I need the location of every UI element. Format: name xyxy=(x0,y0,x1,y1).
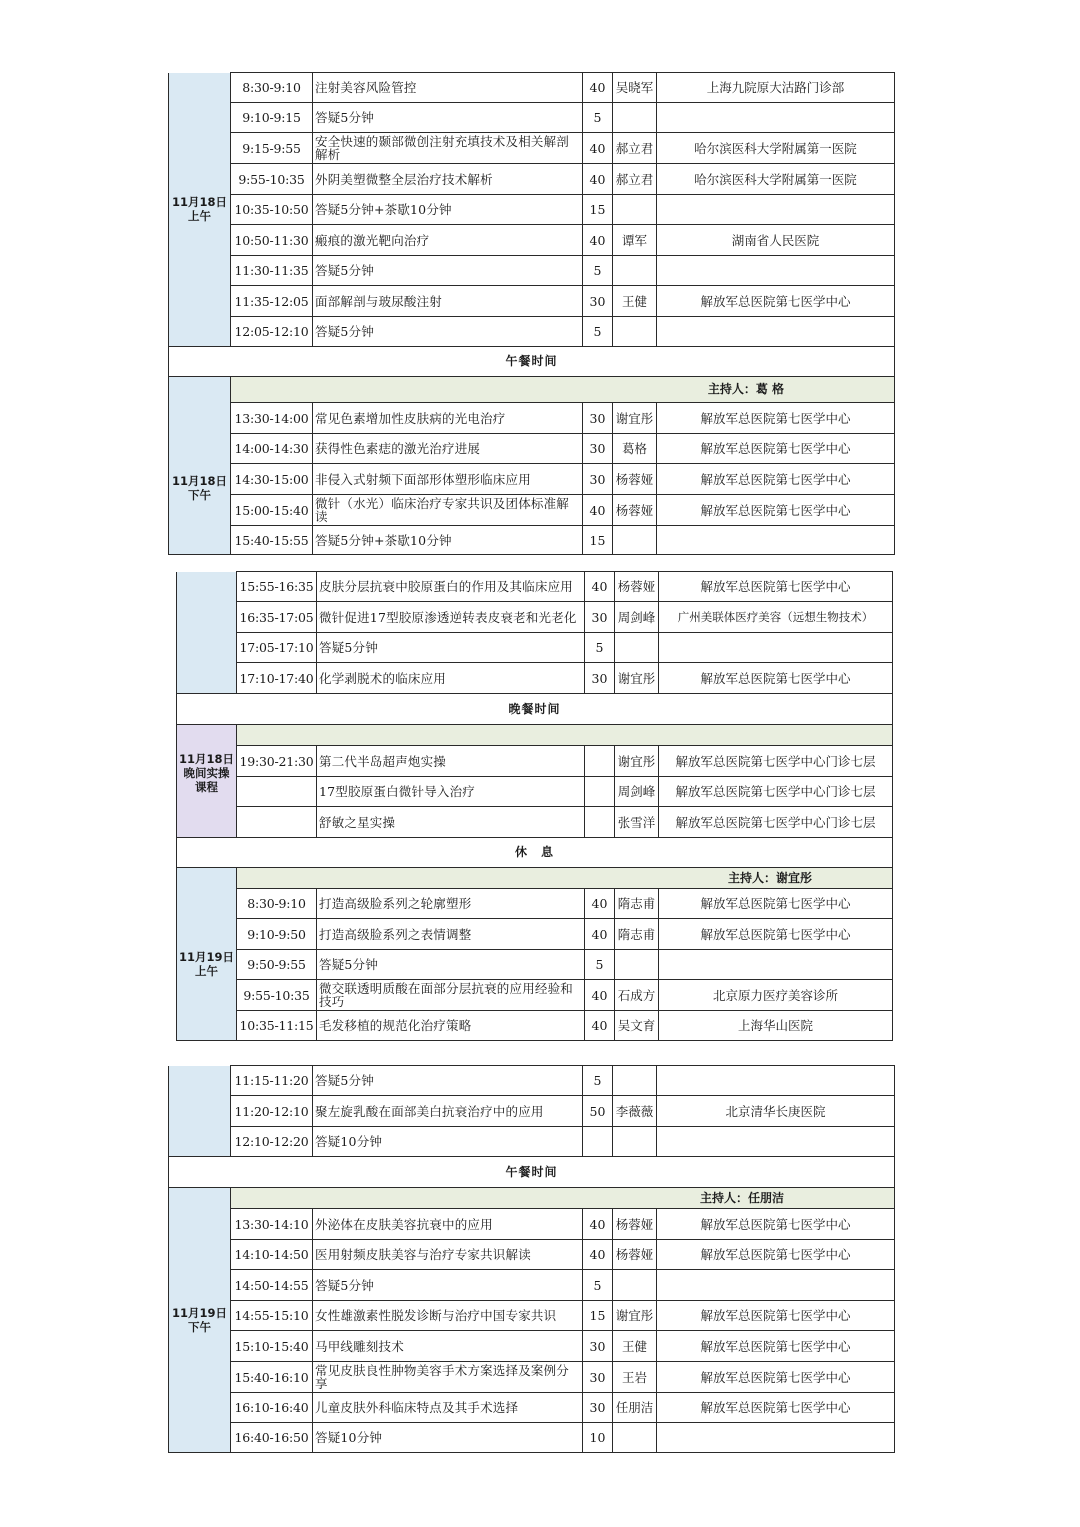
table-row xyxy=(169,1423,895,1453)
speaker-cell: 杨蓉娅 xyxy=(613,464,657,495)
host-label: 主持人：任朋洁 xyxy=(231,1188,895,1209)
topic-cell: 答疑5分钟 xyxy=(313,103,583,133)
topic-cell: 答疑5分钟 xyxy=(317,950,585,980)
speaker-cell: 谢宜彤 xyxy=(615,663,659,694)
table-row xyxy=(169,164,895,195)
org-cell: 解放军总医院第七医学中心 xyxy=(659,889,893,919)
topic-cell: 获得性色素痣的激光治疗进展 xyxy=(313,434,583,464)
duration-cell: 5 xyxy=(583,317,613,347)
time-cell: 12:05-12:10 xyxy=(231,317,313,347)
table-row xyxy=(169,1362,895,1393)
duration-cell: 15 xyxy=(583,526,613,555)
org-cell: 上海九院原大沽路门诊部 xyxy=(657,73,895,103)
host-row xyxy=(169,377,895,403)
table-row xyxy=(177,889,893,919)
speaker-cell xyxy=(615,633,659,663)
day-label-continued xyxy=(169,1066,231,1157)
speaker-cell: 吴晓军 xyxy=(613,73,657,103)
table-row xyxy=(177,663,893,694)
duration-cell xyxy=(583,1127,613,1157)
speaker-cell: 杨蓉娅 xyxy=(613,1240,657,1270)
break-row xyxy=(169,347,895,377)
duration-cell: 30 xyxy=(583,1331,613,1362)
time-cell: 11:15-11:20 xyxy=(231,1066,313,1096)
duration-cell: 40 xyxy=(585,919,615,950)
duration-cell: 50 xyxy=(583,1096,613,1127)
time-cell: 11:20-12:10 xyxy=(231,1096,313,1127)
time-cell xyxy=(237,807,317,838)
duration-cell: 5 xyxy=(585,950,615,980)
speaker-cell xyxy=(613,103,657,133)
speaker-cell: 谢宜彤 xyxy=(615,746,659,777)
org-cell xyxy=(657,103,895,133)
table-row xyxy=(169,133,895,164)
time-cell: 11:35-12:05 xyxy=(231,286,313,317)
table-row xyxy=(169,403,895,434)
org-cell xyxy=(657,195,895,225)
speaker-cell xyxy=(613,195,657,225)
speaker-cell: 王健 xyxy=(613,286,657,317)
table-row xyxy=(177,919,893,950)
time-cell: 14:00-14:30 xyxy=(231,434,313,464)
topic-cell: 常见色素增加性皮肤病的光电治疗 xyxy=(313,403,583,434)
org-cell: 湖南省人民医院 xyxy=(657,225,895,256)
org-cell: 北京原力医疗美容诊所 xyxy=(659,980,893,1011)
org-cell: 解放军总医院第七医学中心 xyxy=(657,1240,895,1270)
day-label-text: 11月18日 上午 xyxy=(171,195,227,224)
org-cell xyxy=(657,1066,895,1096)
speaker-cell: 李薇薇 xyxy=(613,1096,657,1127)
duration-cell: 40 xyxy=(583,1240,613,1270)
topic-cell: 答疑5分钟+茶歇10分钟 xyxy=(313,526,583,555)
table-row xyxy=(169,103,895,133)
topic-cell: 皮肤分层抗衰中胶原蛋白的作用及其临床应用 xyxy=(317,572,585,602)
time-cell: 9:10-9:50 xyxy=(237,919,317,950)
speaker-cell: 谭军 xyxy=(613,225,657,256)
speaker-cell: 王岩 xyxy=(613,1362,657,1393)
table-row xyxy=(177,572,893,602)
host-label: 主持人：葛 格 xyxy=(231,377,895,403)
topic-cell: 答疑5分钟 xyxy=(313,317,583,347)
speaker-cell xyxy=(613,1423,657,1453)
topic-cell: 答疑10分钟 xyxy=(313,1423,583,1453)
duration-cell: 40 xyxy=(583,225,613,256)
topic-cell: 面部解剖与玻尿酸注射 xyxy=(313,286,583,317)
speaker-cell: 石成方 xyxy=(615,980,659,1011)
table-row xyxy=(177,777,893,807)
org-cell xyxy=(657,526,895,555)
time-cell: 17:05-17:10 xyxy=(237,633,317,663)
duration-cell: 30 xyxy=(583,1362,613,1393)
duration-cell: 30 xyxy=(585,663,615,694)
speaker-cell: 王健 xyxy=(613,1331,657,1362)
day-label xyxy=(169,73,231,347)
duration-cell: 40 xyxy=(583,133,613,164)
org-cell: 广州美联体医疗美容（远想生物技术） xyxy=(659,602,893,633)
speaker-cell xyxy=(613,317,657,347)
host-row xyxy=(169,1188,895,1209)
org-cell: 解放军总医院第七医学中心 xyxy=(659,919,893,950)
topic-cell: 微交联透明质酸在面部分层抗衰的应用经验和技巧 xyxy=(317,980,585,1011)
table-row xyxy=(169,317,895,347)
break-label: 午餐时间 xyxy=(169,347,895,377)
table-row xyxy=(169,225,895,256)
topic-cell: 女性雄激素性脱发诊断与治疗中国专家共识 xyxy=(313,1301,583,1331)
time-cell: 9:55-10:35 xyxy=(231,164,313,195)
table-row xyxy=(169,526,895,555)
table-row xyxy=(169,73,895,103)
topic-cell: 化学剥脱术的临床应用 xyxy=(317,663,585,694)
topic-cell: 打造高级脸系列之表情调整 xyxy=(317,919,585,950)
time-cell: 10:35-11:15 xyxy=(237,1011,317,1041)
speaker-cell: 周剑峰 xyxy=(615,777,659,807)
table-row xyxy=(169,1209,895,1240)
org-cell: 解放军总医院第七医学中心 xyxy=(657,495,895,526)
topic-cell: 答疑5分钟+茶歇10分钟 xyxy=(313,195,583,225)
topic-cell: 打造高级脸系列之轮廓塑形 xyxy=(317,889,585,919)
blank-band-row xyxy=(177,725,893,746)
duration-cell: 40 xyxy=(583,73,613,103)
org-cell: 哈尔滨医科大学附属第一医院 xyxy=(657,164,895,195)
topic-cell: 瘢痕的激光靶向治疗 xyxy=(313,225,583,256)
speaker-cell: 郝立君 xyxy=(613,164,657,195)
table-row xyxy=(169,464,895,495)
break-row xyxy=(177,838,893,868)
table-row xyxy=(169,1301,895,1331)
table-row xyxy=(169,1127,895,1157)
day-label xyxy=(177,868,237,1041)
time-cell: 11:30-11:35 xyxy=(231,256,313,286)
org-cell: 解放军总医院第七医学中心门诊七层 xyxy=(659,746,893,777)
org-cell: 解放军总医院第七医学中心 xyxy=(657,464,895,495)
table-row xyxy=(169,434,895,464)
duration-cell: 40 xyxy=(585,572,615,602)
duration-cell xyxy=(585,807,615,838)
time-cell: 15:10-15:40 xyxy=(231,1331,313,1362)
blank-band xyxy=(237,725,893,746)
duration-cell: 5 xyxy=(583,1066,613,1096)
duration-cell: 5 xyxy=(583,256,613,286)
speaker-cell: 周剑峰 xyxy=(615,602,659,633)
time-cell: 14:30-15:00 xyxy=(231,464,313,495)
time-cell: 17:10-17:40 xyxy=(237,663,317,694)
duration-cell: 40 xyxy=(585,1011,615,1041)
org-cell: 北京清华长庚医院 xyxy=(657,1096,895,1127)
speaker-cell xyxy=(613,256,657,286)
duration-cell: 30 xyxy=(583,1393,613,1423)
time-cell: 9:55-10:35 xyxy=(237,980,317,1011)
day-label-text: 11月18日 下午 xyxy=(171,473,227,502)
org-cell: 上海华山医院 xyxy=(659,1011,893,1041)
time-cell: 16:35-17:05 xyxy=(237,602,317,633)
duration-cell: 40 xyxy=(585,980,615,1011)
table-row xyxy=(177,746,893,777)
break-label: 晚餐时间 xyxy=(177,694,893,725)
duration-cell: 30 xyxy=(583,464,613,495)
topic-cell: 马甲线雕刻技术 xyxy=(313,1331,583,1362)
duration-cell: 5 xyxy=(583,103,613,133)
topic-cell: 医用射频皮肤美容与治疗专家共识解读 xyxy=(313,1240,583,1270)
org-cell: 解放军总医院第七医学中心 xyxy=(657,1209,895,1240)
schedule-block-2 xyxy=(176,571,893,1041)
speaker-cell: 杨蓉娅 xyxy=(613,495,657,526)
speaker-cell: 葛格 xyxy=(613,434,657,464)
topic-cell: 儿童皮肤外科临床特点及其手术选择 xyxy=(313,1393,583,1423)
duration-cell: 15 xyxy=(583,1301,613,1331)
host-row xyxy=(177,868,893,889)
table-row xyxy=(177,980,893,1011)
time-cell: 14:55-15:10 xyxy=(231,1301,313,1331)
org-cell: 解放军总医院第七医学中心 xyxy=(657,1393,895,1423)
duration-cell: 30 xyxy=(583,286,613,317)
speaker-cell: 吴文育 xyxy=(615,1011,659,1041)
speaker-cell: 隋志甫 xyxy=(615,889,659,919)
time-cell: 14:10-14:50 xyxy=(231,1240,313,1270)
org-cell xyxy=(657,1423,895,1453)
org-cell xyxy=(657,1127,895,1157)
table-row xyxy=(169,1096,895,1127)
time-cell: 15:55-16:35 xyxy=(237,572,317,602)
speaker-cell xyxy=(613,1066,657,1096)
table-row xyxy=(177,1011,893,1041)
time-cell: 13:30-14:00 xyxy=(231,403,313,434)
org-cell: 解放军总医院第七医学中心 xyxy=(659,663,893,694)
time-cell: 15:40-16:10 xyxy=(231,1362,313,1393)
day-label-text: 11月19日 下午 xyxy=(171,1306,227,1334)
topic-cell: 外阴美塑微整全层治疗技术解析 xyxy=(313,164,583,195)
time-cell: 12:10-12:20 xyxy=(231,1127,313,1157)
speaker-cell xyxy=(613,526,657,555)
time-cell xyxy=(237,777,317,807)
table-row xyxy=(169,256,895,286)
schedule-block-3 xyxy=(168,1065,895,1453)
duration-cell: 30 xyxy=(585,602,615,633)
break-label: 休 息 xyxy=(177,838,893,868)
time-cell: 19:30-21:30 xyxy=(237,746,317,777)
duration-cell: 30 xyxy=(583,434,613,464)
org-cell xyxy=(657,1270,895,1301)
time-cell: 9:10-9:15 xyxy=(231,103,313,133)
host-label: 主持人：谢宜彤 xyxy=(237,868,893,889)
topic-cell: 聚左旋乳酸在面部美白抗衰治疗中的应用 xyxy=(313,1096,583,1127)
org-cell: 解放军总医院第七医学中心 xyxy=(657,1301,895,1331)
table-row xyxy=(177,807,893,838)
day-label xyxy=(177,725,237,838)
break-row xyxy=(169,1157,895,1188)
break-row xyxy=(177,694,893,725)
day-label xyxy=(169,1188,231,1453)
time-cell: 15:40-15:55 xyxy=(231,526,313,555)
time-cell: 9:50-9:55 xyxy=(237,950,317,980)
speaker-cell: 任朋洁 xyxy=(613,1393,657,1423)
topic-cell: 安全快速的颞部微创注射充填技术及相关解剖解析 xyxy=(313,133,583,164)
speaker-cell: 张雪洋 xyxy=(615,807,659,838)
time-cell: 13:30-14:10 xyxy=(231,1209,313,1240)
day-label-text: 11月18日 晚间实操 课程 xyxy=(179,752,235,794)
org-cell: 解放军总医院第七医学中心门诊七层 xyxy=(659,807,893,838)
topic-cell: 毛发移植的规范化治疗策略 xyxy=(317,1011,585,1041)
org-cell xyxy=(657,256,895,286)
duration-cell: 30 xyxy=(583,403,613,434)
duration-cell: 5 xyxy=(585,633,615,663)
topic-cell: 答疑5分钟 xyxy=(317,633,585,663)
speaker-cell: 谢宜彤 xyxy=(613,403,657,434)
speaker-cell: 隋志甫 xyxy=(615,919,659,950)
table-row xyxy=(169,195,895,225)
time-cell: 15:00-15:40 xyxy=(231,495,313,526)
topic-cell: 答疑5分钟 xyxy=(313,256,583,286)
table-row xyxy=(169,1393,895,1423)
org-cell xyxy=(659,950,893,980)
schedule-block-1 xyxy=(168,72,895,555)
topic-cell: 微针促进17型胶原渗透逆转表皮衰老和光老化 xyxy=(317,602,585,633)
duration-cell xyxy=(585,746,615,777)
table-row xyxy=(169,495,895,526)
topic-cell: 答疑5分钟 xyxy=(313,1066,583,1096)
topic-cell: 常见皮肤良性肿物美容手术方案选择及案例分享 xyxy=(313,1362,583,1393)
time-cell: 10:50-11:30 xyxy=(231,225,313,256)
org-cell: 解放军总医院第七医学中心 xyxy=(657,286,895,317)
duration-cell: 5 xyxy=(583,1270,613,1301)
topic-cell: 微针（水光）临床治疗专家共识及团体标准解读 xyxy=(313,495,583,526)
day-label xyxy=(169,377,231,555)
duration-cell xyxy=(585,777,615,807)
table-row xyxy=(169,1240,895,1270)
org-cell: 解放军总医院第七医学中心门诊七层 xyxy=(659,777,893,807)
topic-cell: 答疑5分钟 xyxy=(313,1270,583,1301)
time-cell: 10:35-10:50 xyxy=(231,195,313,225)
topic-cell: 17型胶原蛋白微针导入治疗 xyxy=(317,777,585,807)
topic-cell: 舒敏之星实操 xyxy=(317,807,585,838)
table-row xyxy=(177,602,893,633)
org-cell: 解放军总医院第七医学中心 xyxy=(657,434,895,464)
day-label-text: 11月19日 上午 xyxy=(179,950,235,978)
topic-cell: 答疑10分钟 xyxy=(313,1127,583,1157)
time-cell: 9:15-9:55 xyxy=(231,133,313,164)
org-cell: 解放军总医院第七医学中心 xyxy=(657,403,895,434)
day-label-continued xyxy=(177,572,237,694)
topic-cell: 非侵入式射频下面部形体塑形临床应用 xyxy=(313,464,583,495)
org-cell xyxy=(657,317,895,347)
org-cell xyxy=(659,633,893,663)
table-row xyxy=(177,633,893,663)
topic-cell: 注射美容风险管控 xyxy=(313,73,583,103)
org-cell: 解放军总医院第七医学中心 xyxy=(657,1331,895,1362)
time-cell: 16:40-16:50 xyxy=(231,1423,313,1453)
time-cell: 16:10-16:40 xyxy=(231,1393,313,1423)
speaker-cell xyxy=(613,1270,657,1301)
table-row xyxy=(169,1270,895,1301)
duration-cell: 15 xyxy=(583,195,613,225)
org-cell: 解放军总医院第七医学中心 xyxy=(657,1362,895,1393)
speaker-cell xyxy=(615,950,659,980)
speaker-cell: 杨蓉娅 xyxy=(613,1209,657,1240)
time-cell: 8:30-9:10 xyxy=(231,73,313,103)
break-label: 午餐时间 xyxy=(169,1157,895,1188)
org-cell: 解放军总医院第七医学中心 xyxy=(659,572,893,602)
speaker-cell: 郝立君 xyxy=(613,133,657,164)
duration-cell: 10 xyxy=(583,1423,613,1453)
table-row xyxy=(169,1331,895,1362)
duration-cell: 40 xyxy=(585,889,615,919)
table-row xyxy=(177,950,893,980)
table-row xyxy=(169,286,895,317)
speaker-cell: 谢宜彤 xyxy=(613,1301,657,1331)
topic-cell: 第二代半岛超声炮实操 xyxy=(317,746,585,777)
speaker-cell xyxy=(613,1127,657,1157)
table-row xyxy=(169,1066,895,1096)
duration-cell: 40 xyxy=(583,164,613,195)
duration-cell: 40 xyxy=(583,1209,613,1240)
speaker-cell: 杨蓉娅 xyxy=(615,572,659,602)
org-cell: 哈尔滨医科大学附属第一医院 xyxy=(657,133,895,164)
duration-cell: 40 xyxy=(583,495,613,526)
topic-cell: 外泌体在皮肤美容抗衰中的应用 xyxy=(313,1209,583,1240)
time-cell: 8:30-9:10 xyxy=(237,889,317,919)
time-cell: 14:50-14:55 xyxy=(231,1270,313,1301)
